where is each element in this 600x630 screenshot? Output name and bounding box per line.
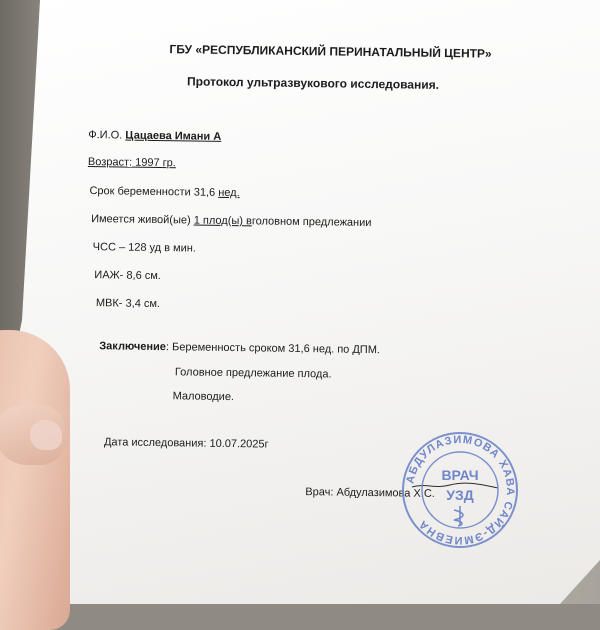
stamp-ring-text: АБДУЛАЗИМОВА ХАВА САЙД-ЭМИЕВНА (404, 433, 517, 547)
conclusion-row (99, 340, 380, 356)
thumb-nail (30, 420, 62, 450)
fetus-count: 1 плод(ы) в (193, 214, 252, 228)
caduceus-icon (454, 506, 463, 526)
patient-name-row (88, 129, 221, 143)
patient-name-value: Цацаева Имани А (125, 129, 222, 143)
patient-age-label: Возраст: (87, 156, 133, 169)
institution-name: ГБУ «РЕСПУБЛИКАНСКИЙ ПЕРИНАТАЛЬНЫЙ ЦЕНТР» (169, 42, 492, 61)
document-title: Протокол ультразвукового исследования. (186, 74, 440, 92)
patient-name-label: Ф.И.О. (88, 129, 123, 142)
patient-age-row (88, 156, 176, 169)
doctor-stamp (400, 430, 520, 550)
fetus-presence (91, 213, 372, 229)
exam-date: Дата исследования: 10.07.2025г (103, 436, 269, 451)
heart-rate: ЧСС – 128 уд в мин. (92, 241, 197, 255)
hand (0, 330, 70, 630)
conclusion-line-2: Головное предлежание плода. (174, 366, 332, 381)
pregnancy-term-text: Срок беременности 31,6 (89, 185, 216, 199)
stamp-line-1: ВРАЧ (441, 467, 479, 483)
max-vertical-pocket: МВК- 3,4 см. (95, 297, 161, 311)
doctor-name: Врач: Абдулазимова Х.С. (305, 486, 435, 500)
pregnancy-term (89, 185, 239, 199)
conclusion-line-3: Маловодие. (172, 390, 235, 404)
amniotic-index: ИАЖ- 8,6 см. (94, 269, 161, 283)
pregnancy-term-unit: нед. (218, 186, 240, 200)
fetus-presentation: головном предлежании (251, 215, 372, 229)
stamp-line-2: УЗД (446, 487, 474, 503)
fetus-presence-text: Имеется живой(ые) (91, 213, 191, 227)
conclusion-label: Заключение (99, 340, 167, 354)
conclusion-line-1: : Беременность сроком 31,6 нед. по ДПМ. (165, 341, 381, 357)
patient-age-value: 1997 гр. (135, 156, 176, 170)
